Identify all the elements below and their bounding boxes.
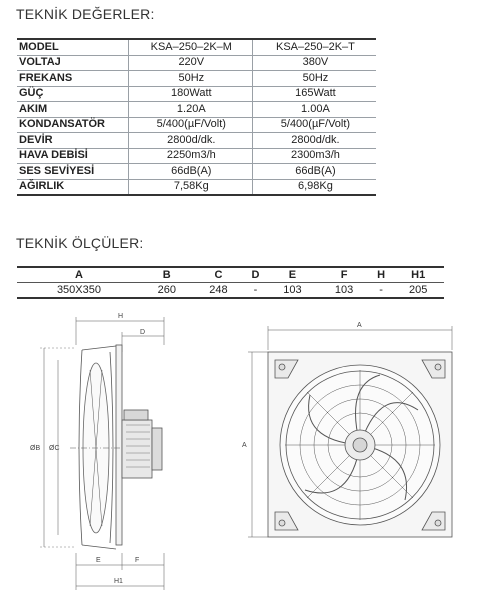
dim-label-f: F (135, 557, 140, 564)
spec-value-m: 7,58Kg (128, 179, 252, 195)
technical-values-title: TEKNİK DEĞERLER: (16, 6, 155, 22)
front-view-drawing (248, 326, 452, 537)
dim-value: 350X350 (17, 283, 141, 299)
dim-label-e: E (96, 557, 101, 564)
dim-label-a-top: A (357, 322, 362, 329)
dim-value: 260 (141, 283, 193, 299)
dim-header: H1 (392, 267, 444, 283)
spec-value-t: 380V (252, 55, 376, 71)
spec-label: DEVİR (17, 133, 128, 149)
spec-value-m: 66dB(A) (128, 164, 252, 180)
dim-value: 205 (392, 283, 444, 299)
spec-value-t: 5/400(µF/Volt) (252, 117, 376, 133)
spec-label: AĞIRLIK (17, 179, 128, 195)
dim-value: 103 (267, 283, 319, 299)
spec-value-m: 50Hz (128, 71, 252, 87)
dim-value: 103 (318, 283, 370, 299)
dim-label-oc: ØC (49, 445, 60, 452)
dim-header: B (141, 267, 193, 283)
spec-value-m: 1.20A (128, 102, 252, 118)
dim-header: C (193, 267, 245, 283)
spec-value-t: KSA–250–2K–T (252, 39, 376, 55)
dim-label-h: H (118, 313, 124, 320)
dim-value: 248 (193, 283, 245, 299)
spec-value-m: 180Watt (128, 86, 252, 102)
dim-value: - (244, 283, 266, 299)
spec-value-t: 2300m3/h (252, 148, 376, 164)
dim-header: D (244, 267, 266, 283)
dim-header: F (318, 267, 370, 283)
spec-label: KONDANSATÖR (17, 117, 128, 133)
spec-value-m: 220V (128, 55, 252, 71)
spec-value-m: KSA–250–2K–M (128, 39, 252, 55)
technical-dimensions-title: TEKNİK ÖLÇÜLER: (16, 235, 144, 251)
spec-value-t: 1.00A (252, 102, 376, 118)
dim-label-h1: H1 (114, 578, 123, 585)
spec-value-m: 2800d/dk. (128, 133, 252, 149)
spec-value-t: 2800d/dk. (252, 133, 376, 149)
spec-value-t: 66dB(A) (252, 164, 376, 180)
dim-header: H (370, 267, 392, 283)
spec-label: AKIM (17, 102, 128, 118)
spec-label: MODEL (17, 39, 128, 55)
spec-label: SES SEVİYESİ (17, 164, 128, 180)
spec-label: FREKANS (17, 71, 128, 87)
spec-value-m: 5/400(µF/Volt) (128, 117, 252, 133)
dim-label-d: D (140, 329, 146, 336)
dim-label-a-side: A (242, 442, 247, 449)
spec-label: GÜÇ (17, 86, 128, 102)
side-view-drawing (40, 317, 164, 590)
spec-value-t: 165Watt (252, 86, 376, 102)
spec-value-m: 2250m3/h (128, 148, 252, 164)
dim-value: - (370, 283, 392, 299)
spec-value-t: 6,98Kg (252, 179, 376, 195)
dim-header: A (17, 267, 141, 283)
spec-label: VOLTAJ (17, 55, 128, 71)
spec-value-t: 50Hz (252, 71, 376, 87)
spec-label: HAVA DEBİSİ (17, 148, 128, 164)
dim-label-ob: ØB (30, 445, 41, 452)
dim-header: E (267, 267, 319, 283)
